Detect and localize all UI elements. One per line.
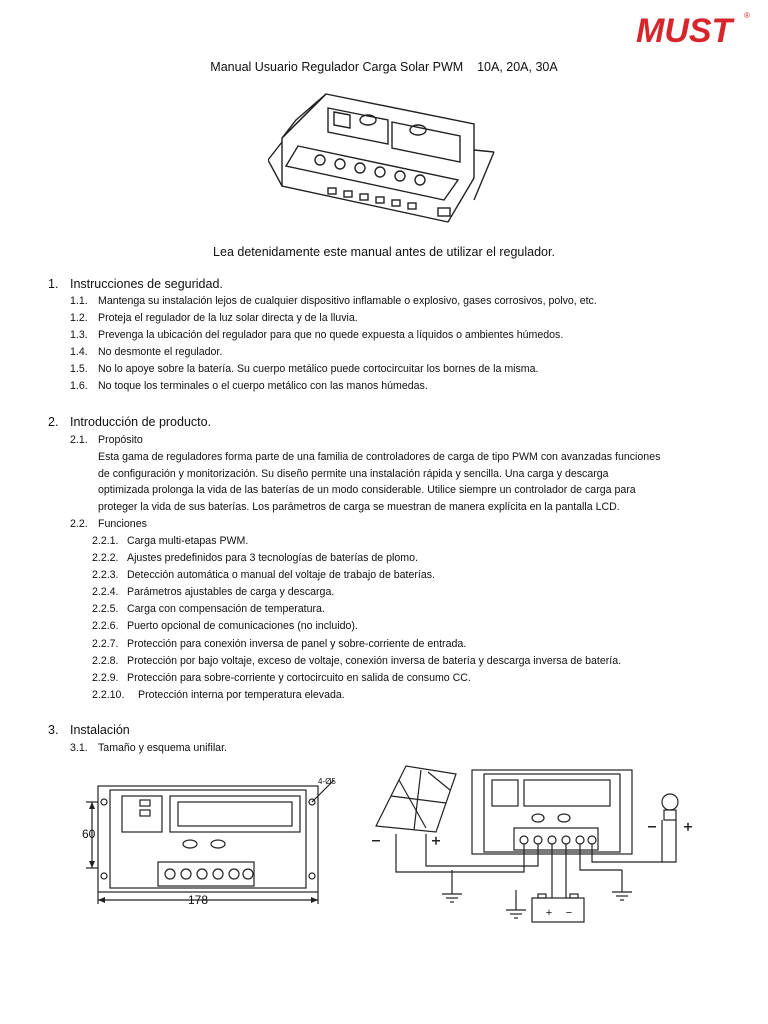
list-item: 1.6. No toque los terminales o el cuerpo metálico con las manos húmedas.	[70, 380, 428, 392]
controller-illustration	[268, 90, 496, 230]
function-item: 2.2.7. Protección para conexión inversa de panel y sobre-corriente de entrada.	[92, 638, 467, 650]
width-dimension-label: 178	[187, 893, 209, 907]
list-item: 3.1. Tamaño y esquema unifilar.	[70, 742, 227, 754]
function-item: 2.2.9. Protección para sobre-corriente y cortocircuito en salida de consumo CC.	[92, 672, 471, 684]
wiring-diagram	[366, 762, 708, 924]
subsection-purpose: 2.1. Propósito	[70, 434, 143, 446]
function-item: 2.2.8. Protección por bajo voltaje, exceso de voltaje, conexión inversa de batería y descarga inversa de batería.	[92, 655, 622, 667]
brand-logo	[634, 6, 754, 48]
list-item: 1.2. Proteja el regulador de la luz solar directa y de la lluvia.	[70, 312, 358, 324]
function-item: 2.2.4. Parámetros ajustables de carga y descarga.	[92, 586, 335, 598]
section-number: 3.	[48, 723, 59, 737]
section-3-heading	[48, 723, 130, 737]
dimension-drawing	[78, 772, 338, 912]
section-number: 2.	[48, 415, 59, 429]
section-title: Introducción de producto.	[70, 415, 212, 429]
document-title: Manual Usuario Regulador Carga Solar PWM 10A, 20A, 30A	[210, 60, 558, 74]
battery-icon	[532, 898, 584, 922]
function-item: 2.2.1. Carga multi-etapas PWM.	[92, 535, 249, 547]
battery-plus-label: +	[545, 907, 553, 919]
section-2-heading	[48, 415, 211, 429]
height-dimension-label: 60	[82, 827, 96, 841]
list-item: 1.1. Mantenga su instalación lejos de cualquier dispositivo inflamable o explosivo, gases corrosivos, polvo, etc.	[70, 295, 597, 307]
battery-minus-label: −	[565, 907, 573, 919]
paragraph-line: optimizada prolonga la vida de las baterías de un modo considerable. Utilice siempre un controlador de carga para	[98, 484, 636, 497]
read-manual-warning: Lea detenidamente este manual antes de utilizar el regulador.	[213, 245, 555, 259]
paragraph-line: proteger la vida de sus baterías. Los parámetros de carga se muestran de manera explícita en la pantalla LCD.	[98, 501, 620, 514]
function-item: 2.2.2. Ajustes predefinidos para 3 tecnologías de baterías de plomo.	[92, 552, 418, 564]
paragraph-line: Esta gama de reguladores forma parte de una familia de controladores de carga de tipo PWM con avanzadas funciones	[98, 451, 661, 463]
list-item: 1.3. Prevenga la ubicación del regulador para que no quede expuesta a líquidos o ambientes húmedos.	[70, 329, 564, 341]
function-item: 2.2.3. Detección automática o manual del voltaje de trabajo de baterías.	[92, 569, 435, 581]
list-item: 1.4. No desmonte el regulador.	[70, 346, 223, 358]
paragraph-line: de configuración y monitorización. Su diseño permite una instalación rápida y sencilla. Una carga y descarga	[98, 467, 609, 480]
brand-logo-text: MUST	[636, 12, 733, 48]
function-item: 2.2.5. Carga con compensación de temperatura.	[92, 603, 325, 615]
mounting-hole-label: 4-Ø5	[318, 777, 336, 786]
list-item: 1.5. No lo apoye sobre la batería. Su cuerpo metálico puede cortocircuitar los bornes de la misma.	[70, 363, 539, 375]
registered-mark: ®	[744, 11, 750, 20]
section-number: 1.	[48, 277, 59, 291]
section-1-heading	[48, 277, 223, 291]
function-item: 2.2.10. Protección interna por temperatura elevada.	[92, 689, 345, 701]
controller-icon	[472, 770, 632, 854]
purpose-paragraph	[98, 449, 728, 516]
section-title: Instrucciones de seguridad.	[70, 277, 223, 291]
function-item: 2.2.6. Puerto opcional de comunicaciones (no incluido).	[92, 620, 358, 632]
section-title: Instalación	[70, 723, 130, 737]
subsection-functions: 2.2. Funciones	[70, 518, 147, 530]
lamp-icon	[662, 794, 678, 810]
